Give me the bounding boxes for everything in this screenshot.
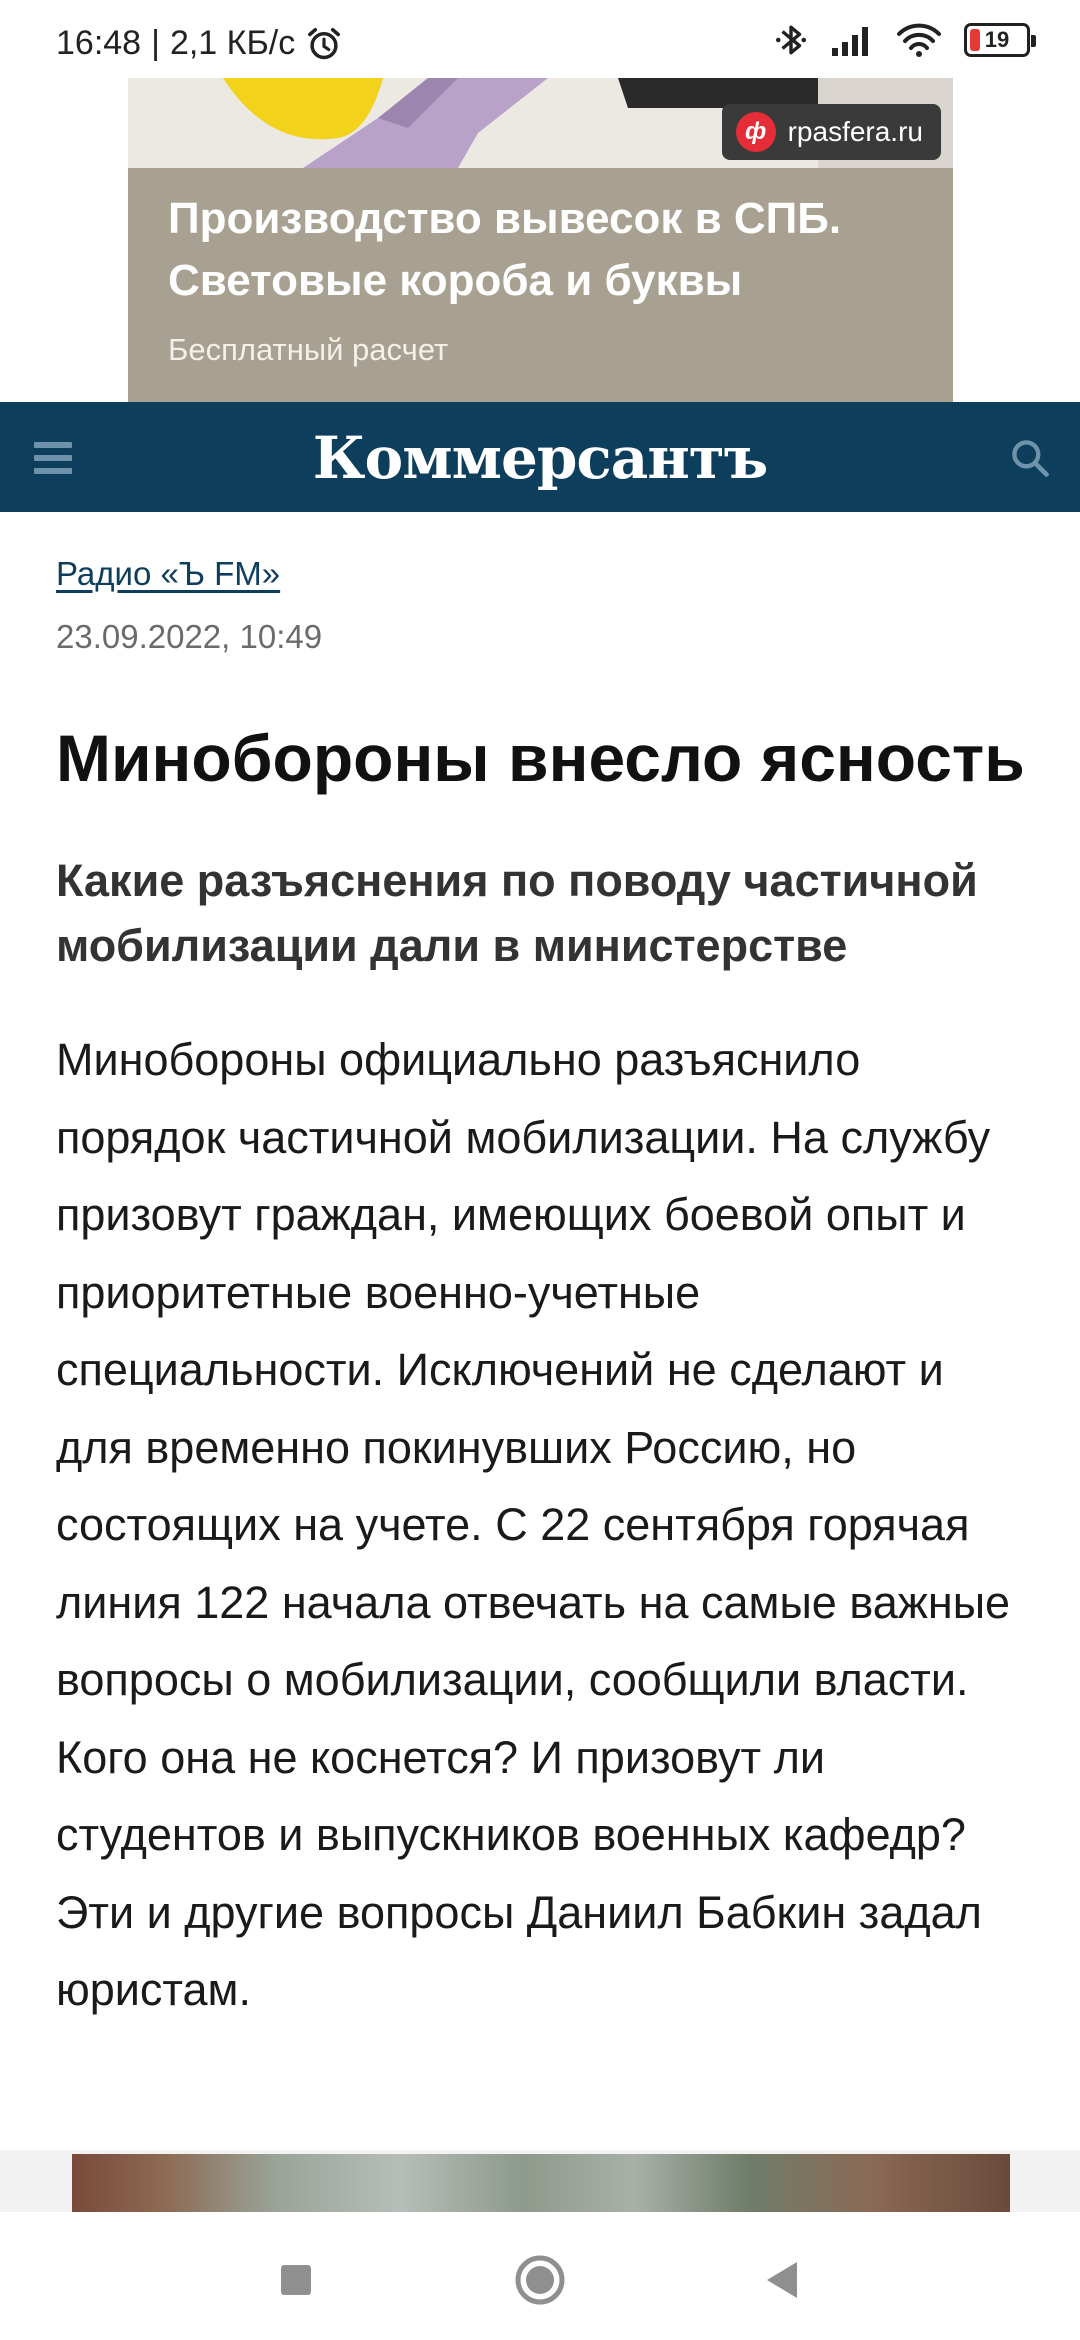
recents-button[interactable] [268,2252,324,2308]
ad-source-logo: ф [736,112,776,152]
bluetooth-icon [774,20,808,60]
ad-subtitle: Бесплатный расчет [168,332,449,367]
signal-icon [830,22,874,58]
ad-source-badge[interactable] [722,104,941,160]
article-title: Минобороны внесло ясность [56,721,1025,795]
alarm-icon [305,25,343,63]
back-button[interactable] [754,2252,810,2308]
status-network-speed: 2,1 КБ/с [169,24,296,62]
home-icon [513,2253,567,2307]
article-lead: Минобороны официально разъяснило порядок частичной мобилизации. На службу призовут граждан, имеющих боевой опыт и приоритетные военно-учетные специальности. Исключений не сделают и для временно покинувших Россию, но состоящих на учете. С 22 сентября горячая линия 122 начала отвечать на самые важные вопросы о мобилизации, сообщили власти. Кого она не коснется? И призовут ли студентов и выпускников военных кафедр? Эти и другие вопросы Даниил Бабкин задал юристам. [56,1034,1011,2015]
ad-banner[interactable] [128,78,953,402]
status-left [56,24,343,63]
article-date: 23.09.2022, 10:49 [56,618,323,655]
status-time: 16:48 [56,24,142,62]
site-header [0,402,1080,512]
back-icon [763,2260,801,2300]
ad-title: Производство вывесок в СПБ. Световые короба и буквы [168,194,842,305]
status-separator: | [151,24,160,62]
article-rubric-link[interactable]: Радио «Ъ FM» [56,555,281,592]
battery-cap [1031,35,1036,47]
ad-source-label: rpasfera.ru [787,116,923,147]
battery-icon [964,23,1030,57]
recents-icon [279,2263,313,2297]
article-photo[interactable] [72,2154,1010,2212]
status-right [774,20,1030,60]
status-bar [0,0,1080,80]
site-logo[interactable]: Коммерсантъ [312,424,768,492]
battery-percent: 19 [984,27,1010,52]
search-icon[interactable] [1008,436,1052,480]
home-button[interactable] [512,2252,568,2308]
wifi-icon [896,22,942,58]
article-photo-area [0,2150,1080,2212]
system-nav-bar [0,2212,1080,2340]
article-subtitle: Какие разъяснения по поводу частичной мобилизации дали в министерстве [56,855,978,971]
